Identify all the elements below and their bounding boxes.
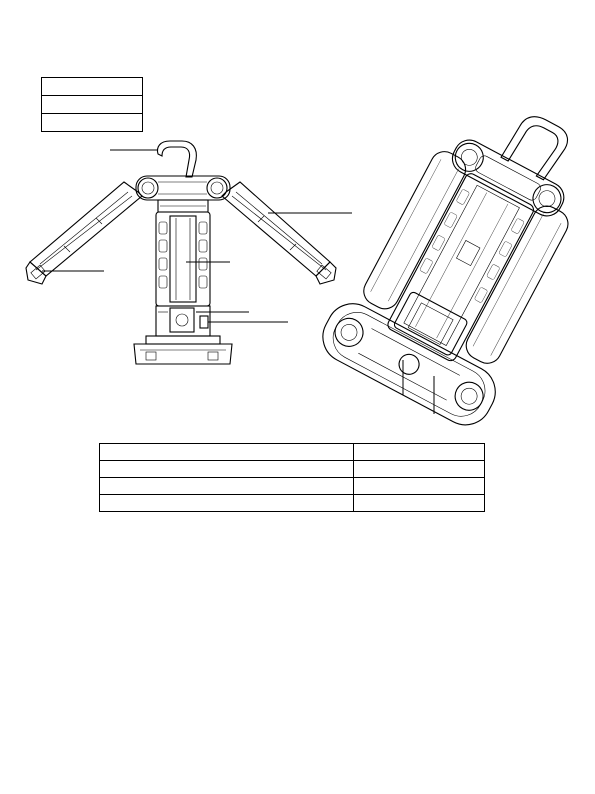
folded-arm-left xyxy=(359,147,471,314)
side-port xyxy=(200,316,208,328)
base-collar xyxy=(146,336,220,344)
hook xyxy=(158,141,197,177)
hinge-knob-left-inner xyxy=(142,182,154,194)
body-ghost-line xyxy=(415,193,486,327)
arm-ghost-line xyxy=(473,214,543,346)
table-cell xyxy=(100,444,354,461)
body-ribs-3d xyxy=(419,189,524,303)
body-column xyxy=(156,212,210,306)
power-switch xyxy=(170,308,194,332)
hook-3d xyxy=(501,110,573,182)
magnet-left xyxy=(330,313,368,351)
table-cell xyxy=(100,495,354,512)
arm-ghost-line xyxy=(371,159,441,291)
switch-housing-3d xyxy=(393,291,468,356)
hinge-knob-3d xyxy=(450,138,488,176)
body-3d-panel xyxy=(404,185,520,345)
base-plate-3d xyxy=(314,295,505,434)
base-foot xyxy=(134,344,232,364)
table-cell xyxy=(100,478,354,495)
table-cell xyxy=(354,478,485,495)
base-notch xyxy=(146,352,156,360)
magnet-left-inner xyxy=(338,322,360,344)
magnet-center xyxy=(396,351,423,378)
light-panel xyxy=(170,216,196,302)
folded-arm-right xyxy=(461,201,573,368)
base-notch xyxy=(208,352,218,360)
left-arm xyxy=(26,182,142,284)
front-view xyxy=(26,141,352,364)
body-ghost-line xyxy=(437,204,508,338)
table-cell xyxy=(354,461,485,478)
body-ribs xyxy=(159,222,207,288)
switch-ring xyxy=(176,314,188,326)
arm-ghost-line xyxy=(388,169,458,301)
hinge-knob-right-inner xyxy=(211,182,223,194)
table-row xyxy=(100,478,485,495)
spec-table-large xyxy=(99,443,485,512)
perspective-view xyxy=(314,74,595,434)
magnet-right xyxy=(450,377,488,415)
hinge-knob-right xyxy=(207,178,227,198)
table-row xyxy=(100,495,485,512)
table-cell xyxy=(354,444,485,461)
base-plate-3d-inner xyxy=(325,305,492,424)
table-row xyxy=(100,444,485,461)
table-cell xyxy=(354,495,485,512)
arm-ghost-line xyxy=(491,223,561,355)
right-arm xyxy=(222,182,336,284)
hinge-bar xyxy=(136,176,230,200)
base-3d-line xyxy=(371,328,459,375)
table-cell xyxy=(100,461,354,478)
magnet-right-inner xyxy=(458,385,480,407)
body-3d-window xyxy=(456,240,480,265)
table-row xyxy=(100,461,485,478)
